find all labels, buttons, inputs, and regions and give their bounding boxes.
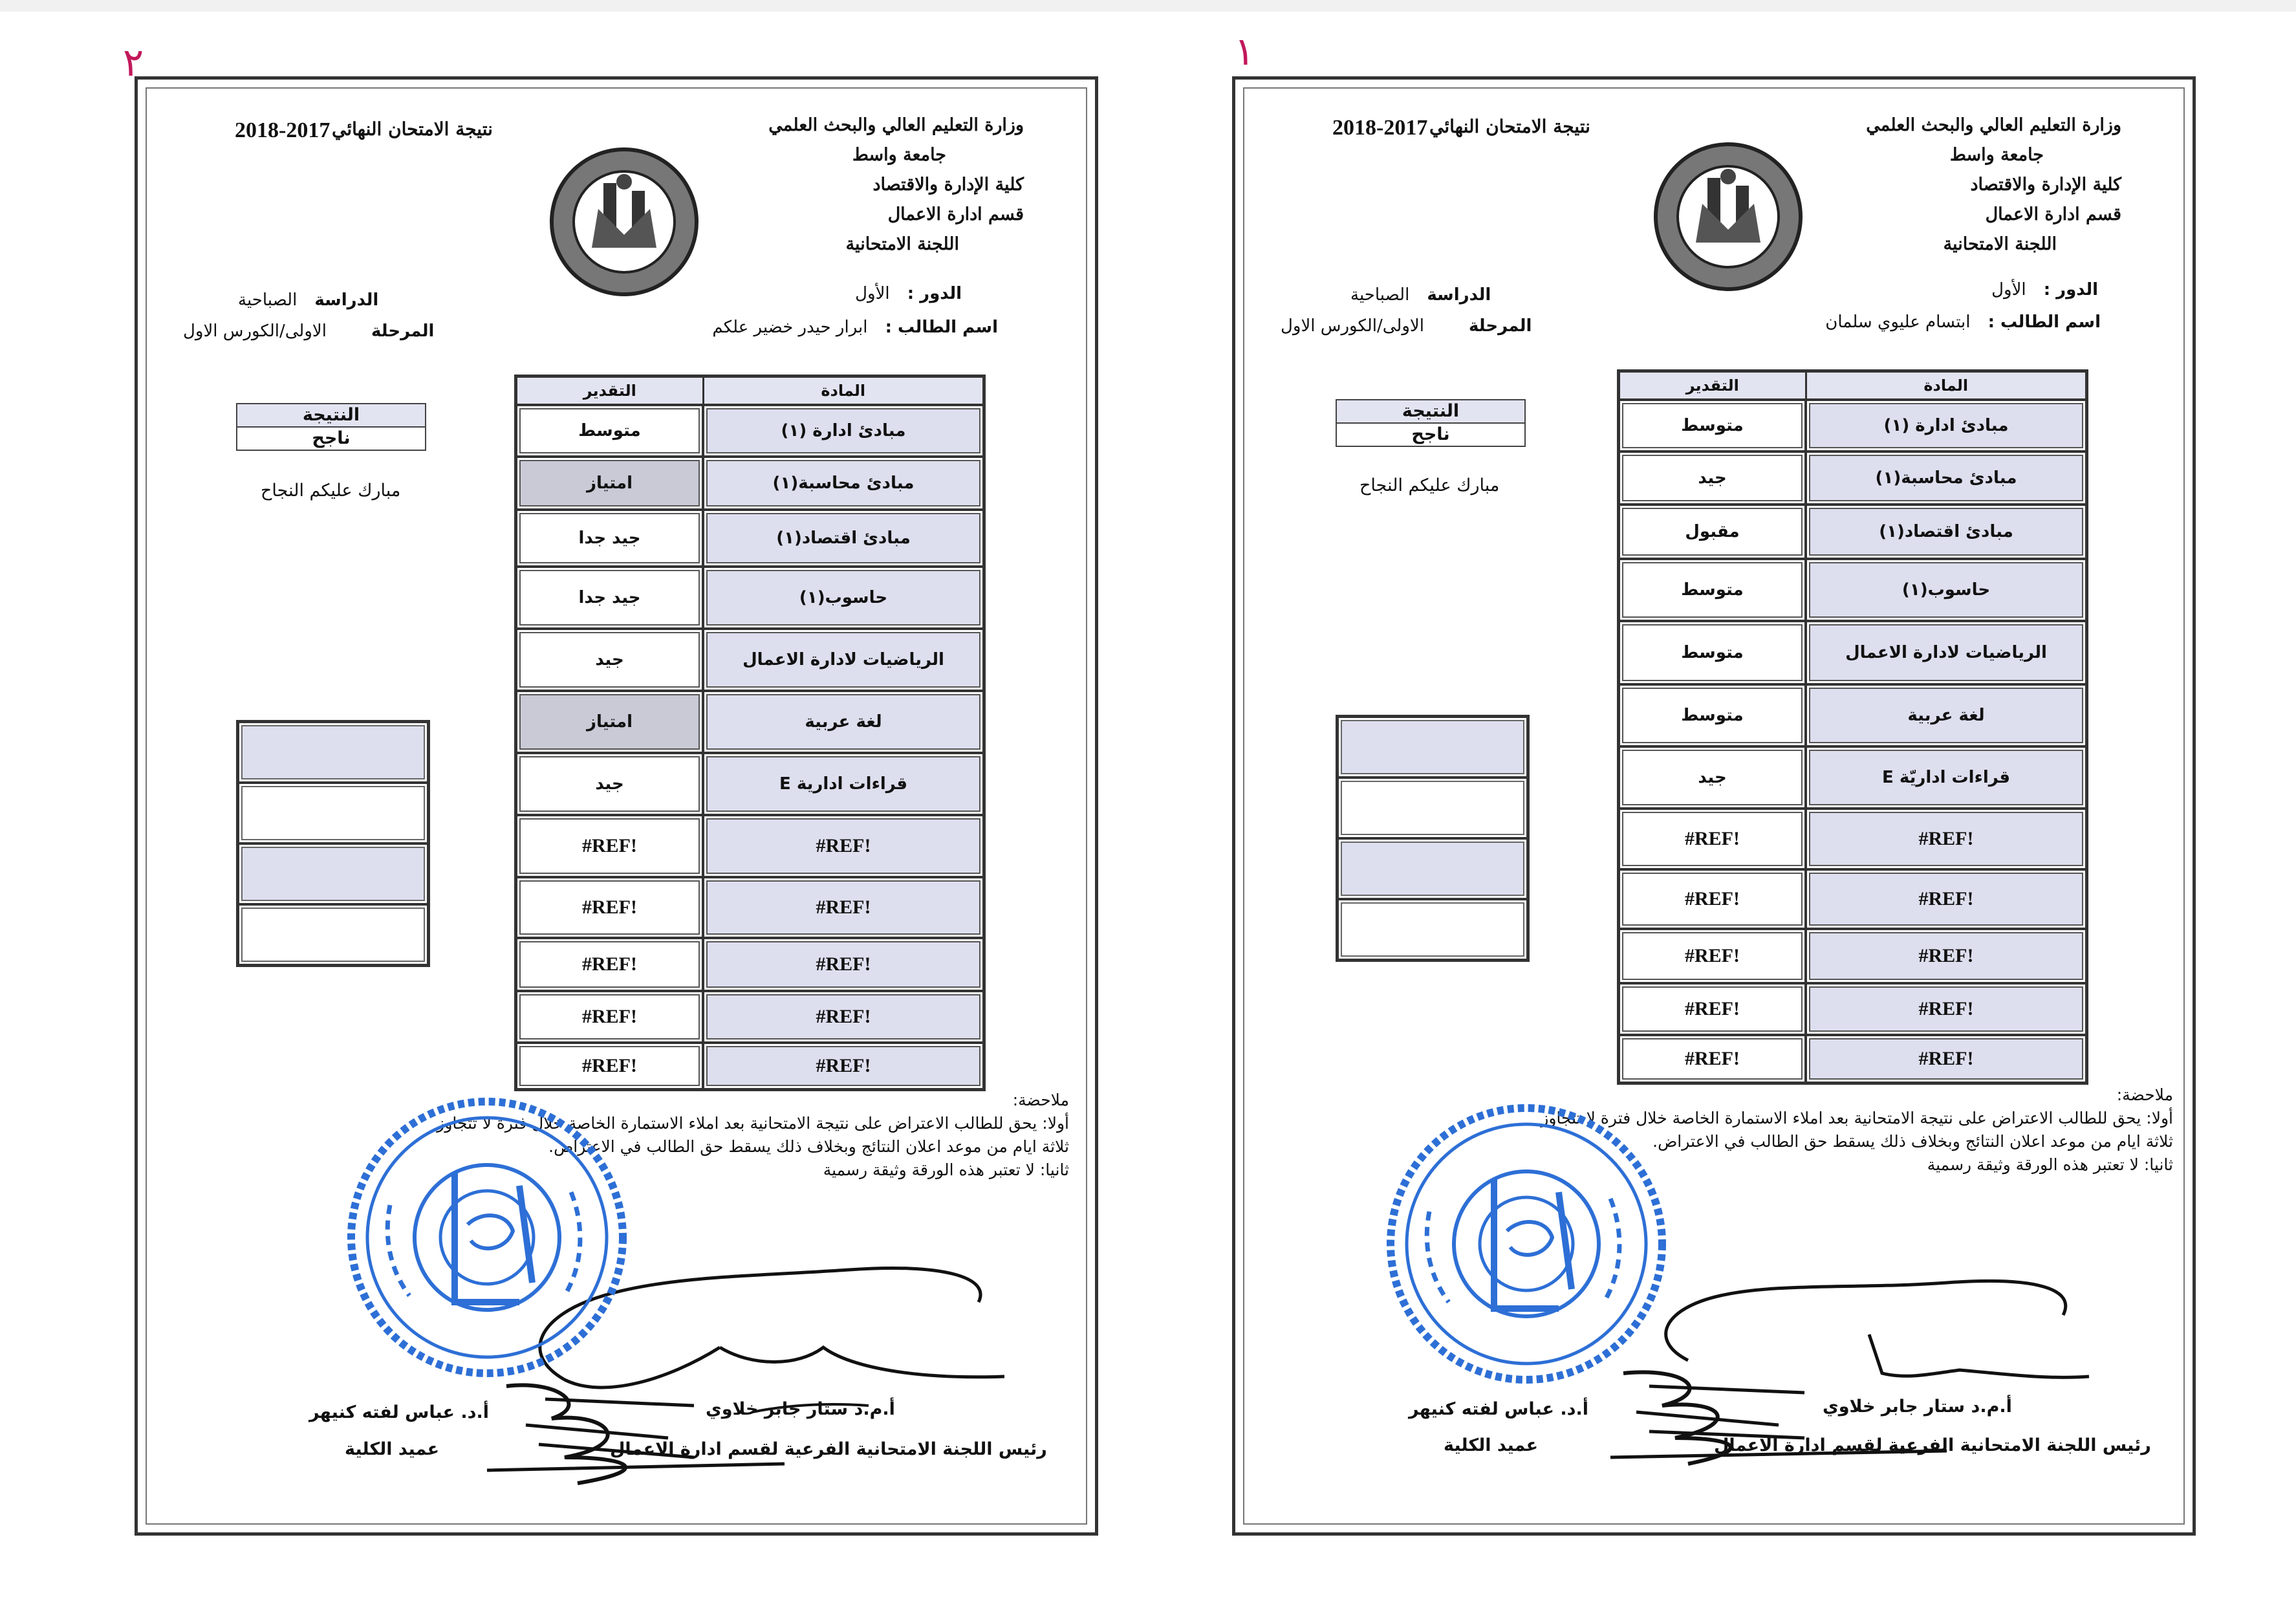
table-row <box>516 510 984 567</box>
result-value: ناجح <box>312 428 351 448</box>
empty-box <box>239 845 427 906</box>
result-value: ناجح <box>1411 424 1450 444</box>
table-row <box>516 1043 984 1089</box>
note-line-1: أولا: يحق للطالب الاعتراض على نتيجة الامتحانية بعد املاء الاستمارة الخاصة خلال فترة لا تتجاوز <box>1541 1109 2173 1127</box>
empty-box <box>1339 900 1526 959</box>
ministry-name: وزارة التعليم العالي والبحث العلمي <box>1866 115 2121 135</box>
stage-value: الاولى/الكورس الاول <box>1281 316 1424 336</box>
subject-cell: الرياضيات لادارة الاعمال <box>703 629 984 691</box>
subject-cell: #REF! <box>1806 869 2087 929</box>
table-row <box>516 567 984 629</box>
round-value: الأول <box>855 284 890 303</box>
department-name: قسم ادارة الاعمال <box>1985 204 2121 224</box>
grade-cell: جيد جدا <box>516 567 704 629</box>
dean-title: عميد الكلية <box>1444 1435 1539 1455</box>
grade-cell: امتياز <box>516 457 704 510</box>
grades-table <box>514 375 986 1091</box>
student-name: ابرار حيدر خضير علكم <box>712 318 868 337</box>
exam-year: 2018-2017 <box>1332 116 1428 140</box>
signature-icon <box>1416 1244 2089 1490</box>
subject-column-header: المادة <box>703 376 984 406</box>
grade-cell: #REF! <box>1619 869 1806 929</box>
subject-cell: قراءات ادارية E <box>703 753 984 815</box>
grade-column-header: التقدير <box>516 376 704 406</box>
subject-column-header: المادة <box>1806 371 2087 400</box>
university-name: جامعة واسط <box>1949 145 2044 165</box>
dean-name: أ.د. عباس لفته كنيهر <box>1409 1399 1589 1419</box>
subject-cell: الرياضيات لادارة الاعمال <box>1806 621 2087 684</box>
committee-name: اللجنة الامتحانية <box>1943 234 2057 254</box>
result-label: النتيجة <box>237 404 425 428</box>
grade-cell: متوسط <box>1619 621 1806 684</box>
grade-cell: متوسط <box>1619 684 1806 746</box>
subject-cell: #REF! <box>703 815 984 877</box>
table-header-row <box>1619 371 2087 400</box>
notes-block <box>1541 1083 2173 1177</box>
round-field <box>1991 280 2098 299</box>
grade-cell: جيد جدا <box>516 510 704 567</box>
header-block <box>768 111 1024 259</box>
grade-cell: مقبول <box>1619 505 1806 559</box>
study-field <box>238 290 378 310</box>
grade-cell: جيد <box>516 629 704 691</box>
grade-column-header: التقدير <box>1619 371 1806 400</box>
subject-cell: #REF! <box>703 938 984 991</box>
table-row <box>516 991 984 1043</box>
grade-cell: #REF! <box>516 877 704 938</box>
stage-value: الاولى/الكورس الاول <box>183 321 327 341</box>
side-empty-boxes <box>1336 715 1530 962</box>
subject-cell: لغة عربية <box>703 691 984 753</box>
header-block <box>1866 111 2121 259</box>
grade-cell: متوسط <box>516 405 704 457</box>
stage-field <box>183 321 434 341</box>
grade-cell: #REF! <box>1619 809 1806 869</box>
student-name: ابتسام عليوي سلمان <box>1825 312 1971 332</box>
empty-box <box>239 906 427 964</box>
subject-cell: مبادئ ادارة (١) <box>703 405 984 457</box>
department-name: قسم ادارة الاعمال <box>887 204 1024 224</box>
study-label: الدراسة <box>314 290 379 310</box>
subject-cell: مبادئ اقتصاد(١) <box>703 510 984 567</box>
note-line-3: ثانيا: لا تعتبر هذه الورقة وثيقة رسمية <box>1927 1155 2173 1174</box>
university-logo-icon <box>547 144 702 299</box>
congrats-text: مبارك عليكم النجاح <box>261 481 401 501</box>
table-row <box>516 938 984 991</box>
subject-cell: #REF! <box>703 991 984 1043</box>
exam-title: نتيجة الامتحان النهائي <box>332 118 493 140</box>
study-value: الصباحية <box>1350 285 1410 305</box>
table-row <box>1619 684 2087 746</box>
congrats-text: مبارك عليكم النجاح <box>1359 475 1500 495</box>
round-value: الأول <box>1991 280 2026 299</box>
grade-cell: متوسط <box>1619 559 1806 621</box>
table-row <box>1619 505 2087 559</box>
notes-title: ملاحضة: <box>1012 1091 1069 1109</box>
subject-cell: مبادئ ادارة (١) <box>1806 400 2087 451</box>
empty-box <box>1339 840 1526 900</box>
table-row <box>1619 451 2087 505</box>
chair-signatory-title: رئيس اللجنة الامتحانية الفرعية لقسم ادارة الاعمال <box>610 1439 1047 1459</box>
side-empty-boxes <box>236 720 430 967</box>
table-row <box>1619 929 2087 983</box>
official-stamp-icon <box>1378 1095 1675 1393</box>
stage-label: المرحلة <box>371 321 435 341</box>
grade-cell: #REF! <box>516 815 704 877</box>
note-line-1: أولا: يحق للطالب الاعتراض على نتيجة الامتحانية بعد املاء الاستمارة الخاصة خلال فترة لا تتجاوز <box>437 1114 1069 1133</box>
stage-field <box>1281 316 1532 336</box>
grade-cell: جيد <box>516 753 704 815</box>
table-row <box>1619 983 2087 1035</box>
university-name: جامعة واسط <box>852 145 946 165</box>
grade-cell: #REF! <box>516 991 704 1043</box>
student-field <box>712 318 998 337</box>
table-row <box>1619 869 2087 929</box>
chair-signatory-name: أ.م.د ستار جابر خلاوي <box>706 1399 895 1419</box>
chair-signatory-title: رئيس اللجنة الامتحانية الفرعية لقسم ادارة الاعمال <box>1714 1435 2151 1455</box>
subject-cell: #REF! <box>1806 929 2087 983</box>
subject-cell: مبادئ اقتصاد(١) <box>1806 505 2087 559</box>
page-mark: ٢ <box>123 40 144 85</box>
signature-icon <box>332 1250 1004 1496</box>
grades-table <box>1617 369 2088 1085</box>
student-field <box>1825 312 2101 332</box>
subject-cell: لغة عربية <box>1806 684 2087 746</box>
result-sheet <box>1232 76 2196 1536</box>
result-sheet <box>135 76 1098 1536</box>
page-mark: ١ <box>1234 29 1255 74</box>
official-stamp-icon <box>338 1089 636 1386</box>
table-row <box>516 877 984 938</box>
grade-cell: جيد <box>1619 746 1806 809</box>
subject-cell: #REF! <box>703 877 984 938</box>
grade-cell: #REF! <box>1619 1035 1806 1083</box>
notes-block <box>437 1089 1069 1182</box>
ministry-name: وزارة التعليم العالي والبحث العلمي <box>768 115 1024 135</box>
grade-cell: امتياز <box>516 691 704 753</box>
college-name: كلية الإدارة والاقتصاد <box>872 175 1024 195</box>
table-row <box>516 457 984 510</box>
college-name: كلية الإدارة والاقتصاد <box>1970 175 2121 195</box>
table-header-row <box>516 376 984 406</box>
stage-label: المرحلة <box>1469 316 1532 336</box>
chair-signatory-name: أ.م.د ستار جابر خلاوي <box>1823 1397 2012 1417</box>
exam-title: نتيجة الامتحان النهائي <box>1429 116 1590 137</box>
note-line-3: ثانيا: لا تعتبر هذه الورقة وثيقة رسمية <box>823 1160 1069 1179</box>
result-box <box>1336 399 1526 447</box>
table-row <box>1619 621 2087 684</box>
subject-cell: حاسوب(١) <box>703 567 984 629</box>
dean-name: أ.د. عباس لفته كنيهر <box>309 1402 490 1422</box>
round-label: الدور : <box>2043 280 2098 299</box>
round-label: الدور : <box>907 284 962 303</box>
notes-title: ملاحضة: <box>2116 1085 2173 1104</box>
study-label: الدراسة <box>1427 285 1491 305</box>
student-label: اسم الطالب : <box>885 318 998 337</box>
subject-cell: حاسوب(١) <box>1806 559 2087 621</box>
empty-box <box>239 784 427 845</box>
table-row <box>1619 746 2087 809</box>
table-row <box>1619 400 2087 451</box>
table-row <box>516 629 984 691</box>
subject-cell: مبادئ محاسبة(١) <box>1806 451 2087 505</box>
grade-cell: #REF! <box>1619 983 1806 1035</box>
subject-cell: قراءات اداريّة E <box>1806 746 2087 809</box>
table-row <box>516 815 984 877</box>
subject-cell: #REF! <box>1806 809 2087 869</box>
study-field <box>1350 285 1491 305</box>
note-line-2: ثلاثة ايام من موعد اعلان النتائج وبخلاف ذلك يسقط حق الطالب في الاعتراض. <box>1652 1132 2173 1151</box>
subject-cell: #REF! <box>1806 983 2087 1035</box>
student-label: اسم الطالب : <box>1987 312 2101 332</box>
table-row <box>516 753 984 815</box>
table-row <box>516 405 984 457</box>
scan-edge <box>0 0 2296 12</box>
table-row <box>1619 809 2087 869</box>
empty-box <box>1339 718 1526 779</box>
subject-cell: #REF! <box>1806 1035 2087 1083</box>
committee-name: اللجنة الامتحانية <box>845 234 959 254</box>
empty-box <box>239 723 427 784</box>
grade-cell: #REF! <box>516 1043 704 1089</box>
subject-cell: مبادئ محاسبة(١) <box>703 457 984 510</box>
table-row <box>516 691 984 753</box>
grade-cell: متوسط <box>1619 400 1806 451</box>
dean-title: عميد الكلية <box>345 1439 440 1459</box>
empty-box <box>1339 779 1526 840</box>
grade-cell: جيد <box>1619 451 1806 505</box>
study-value: الصباحية <box>238 290 298 310</box>
table-row <box>1619 1035 2087 1083</box>
exam-year: 2018-2017 <box>235 118 330 142</box>
subject-cell: #REF! <box>703 1043 984 1089</box>
result-label: النتيجة <box>1337 400 1524 424</box>
table-row <box>1619 559 2087 621</box>
grade-cell: #REF! <box>1619 929 1806 983</box>
result-box <box>236 403 426 451</box>
round-field <box>855 284 962 303</box>
grade-cell: #REF! <box>516 938 704 991</box>
note-line-2: ثلاثة ايام من موعد اعلان النتائج وبخلاف ذلك يسقط حق الطالب في الاعتراض. <box>548 1137 1069 1156</box>
university-logo-icon <box>1651 139 1806 294</box>
